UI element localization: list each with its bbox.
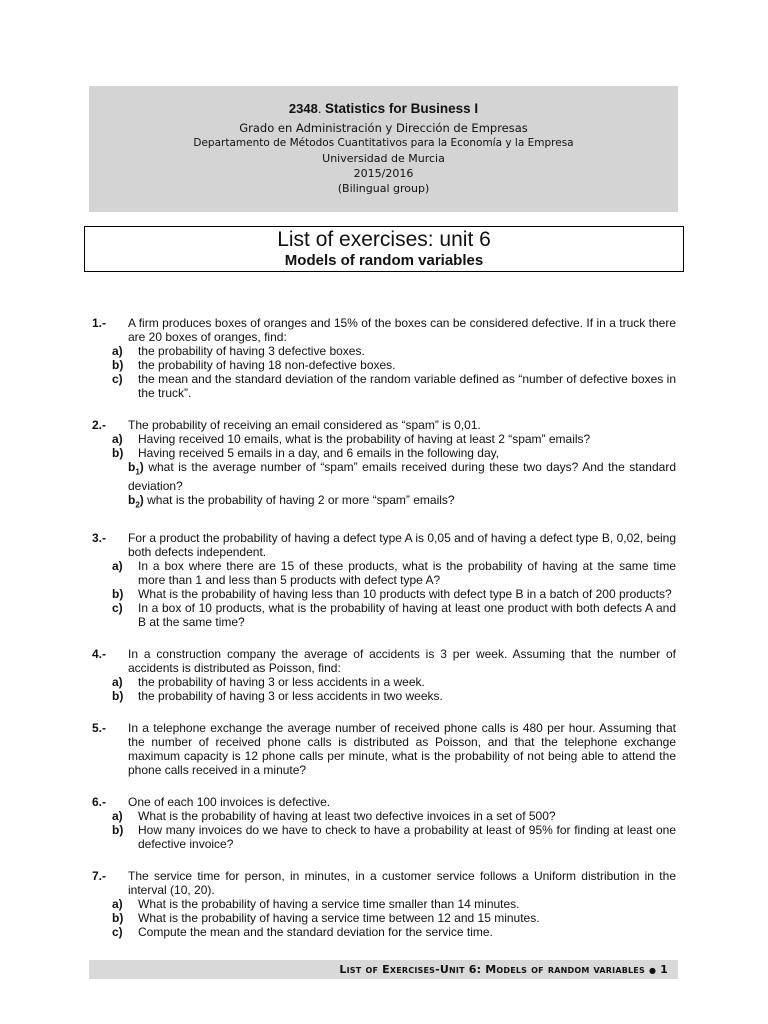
part-label: c) (112, 924, 123, 939)
exercise-statement: One of each 100 invoices is defective. (128, 794, 331, 809)
exercise-subpart (128, 460, 676, 493)
subpart-text: what is the probability of having 2 or more “spam” emails? (143, 493, 455, 508)
exercise-2 (92, 418, 676, 513)
course-line: 2348. Statistics for Business I (288, 101, 479, 116)
page-number: 1 (660, 963, 668, 976)
exercise-statement: For a product the probability of having a defect type A is 0,05 and of having a defect type B, 0,02, being both defects independent. (128, 530, 676, 559)
part-label: b) (112, 446, 124, 460)
exercise-part (112, 372, 676, 400)
part-label: a) (112, 896, 123, 911)
university-name: Universidad de Murcia (322, 152, 445, 165)
exercise-part (112, 924, 676, 939)
course-title: Statistics for Business I (325, 101, 479, 116)
exercise-part (112, 432, 676, 446)
part-text: In a box where there are 15 of these products, what is the probability of having at the same time more than 1 and less than 5 products with defect type A? (138, 558, 676, 587)
exercise-subpart (128, 493, 676, 512)
exercise-number: 1.- (92, 316, 107, 330)
exercise-7 (92, 869, 676, 939)
part-text: the mean and the standard deviation of the random variable defined as “number of defective boxes in the truck”. (138, 372, 676, 400)
exercise-part (112, 558, 676, 587)
department-name: Departamento de Métodos Cuantitativos para la Economía y la Empresa (193, 137, 574, 149)
part-label: b) (112, 586, 124, 601)
subpart-index: 1 (135, 467, 140, 477)
exercise-statement: A firm produces boxes of oranges and 15% of the boxes can be considered defective. If in a truck there are 20 boxes of oranges, find: (128, 316, 676, 344)
part-label: b) (112, 910, 124, 925)
exercise-statement: In a telephone exchange the average number of received phone calls is 480 per hour. Assuming that the number of received phone calls is distributed as Poisson, and that the telephone exchange maximum capacity is 12 phone calls per minute, what is the probability of not being able to attend the phone calls received in a minute? (128, 720, 676, 777)
exercise-part (112, 910, 676, 925)
part-text: the probability of having 3 defective boxes. (138, 344, 365, 358)
page-footer (89, 960, 678, 979)
exercise-part (112, 344, 676, 358)
part-text: the probability of having 3 or less accidents in a week. (138, 674, 425, 689)
page-subtitle: Models of random variables (284, 252, 484, 269)
subpart-letter: b (128, 460, 136, 474)
exercise-part (112, 358, 676, 372)
title-box (84, 226, 684, 272)
footer-text: List of Exercises-Unit 6: Models of random variables (339, 963, 645, 976)
part-label: a) (112, 558, 123, 573)
footer-bullet: ● (648, 965, 657, 975)
part-text: What is the probability of having less than 10 products with defect type B in a batch of 200 products? (138, 586, 672, 601)
part-text: Having received 10 emails, what is the probability of having at least 2 “spam” emails? (138, 432, 591, 446)
part-label: a) (112, 674, 123, 689)
part-label: b) (112, 822, 124, 837)
part-text: What is the probability of having a service time smaller than 14 minutes. (138, 896, 520, 911)
subpart-index: 2 (135, 500, 140, 510)
part-label: a) (112, 344, 123, 358)
exercise-part (112, 808, 676, 823)
exercise-part (112, 896, 676, 911)
subpart-letter: b (128, 493, 136, 508)
exercise-part (112, 446, 676, 460)
exercise-part (112, 688, 676, 703)
exercise-number: 2.- (92, 418, 107, 432)
exercise-4 (92, 647, 676, 703)
exercise-number: 5.- (92, 720, 107, 735)
exercise-number: 6.- (92, 794, 107, 809)
part-text: the probability of having 3 or less accidents in two weeks. (138, 688, 443, 703)
part-label: b) (112, 358, 124, 372)
exercise-3 (92, 531, 676, 629)
course-code: 2348 (288, 101, 318, 116)
part-text: What is the probability of having a service time between 12 and 15 minutes. (138, 910, 540, 925)
subpart-label: $b_1$) (128, 460, 144, 477)
part-label: c) (112, 372, 123, 386)
part-text: How many invoices do we have to check to have a probability at least of 95% for finding at least one defective invoice? (138, 822, 676, 851)
part-text: What is the probability of having at least two defective invoices in a set of 500? (138, 808, 556, 823)
subpart-text: what is the average number of “spam” emails received during these two days? And the standard deviation? (128, 460, 676, 494)
part-text: Compute the mean and the standard deviation for the service time. (138, 924, 493, 939)
part-label: a) (112, 432, 123, 446)
course-header (89, 86, 678, 212)
exercise-part (112, 586, 676, 601)
part-label: c) (112, 600, 123, 615)
part-text: the probability of having 18 non-defective boxes. (138, 358, 396, 372)
part-text: Having received 5 emails in a day, and 6 emails in the following day, (138, 446, 500, 460)
academic-year: 2015/2016 (353, 167, 414, 180)
page-title: List of exercises: unit 6 (277, 228, 491, 251)
exercise-statement: The service time for person, in minutes, in a customer service follows a Uniform distribution in the interval (10, 20). (128, 868, 676, 897)
exercise-1 (92, 316, 676, 400)
exercise-statement: The probability of receiving an email considered as “spam” is 0,01. (128, 418, 481, 432)
part-text: In a box of 10 products, what is the probability of having at least one product with both defects A and B at the same time? (138, 600, 676, 629)
exercise-number: 7.- (92, 868, 107, 883)
exercise-6 (92, 795, 676, 851)
exercise-list (92, 316, 676, 957)
exercise-statement: In a construction company the average of accidents is 3 per week. Assuming that the number of accidents is distributed as Poisson, find: (128, 646, 676, 675)
degree-name: Grado en Administración y Dirección de Empresas (239, 121, 528, 135)
subpart-label: $b_2$) (128, 493, 144, 510)
exercise-number: 4.- (92, 646, 107, 661)
exercise-part (112, 674, 676, 689)
part-label: b) (112, 688, 124, 703)
exercise-number: 3.- (92, 530, 107, 545)
part-label: a) (112, 808, 123, 823)
exercise-part (112, 822, 676, 851)
group-label: (Bilingual group) (337, 182, 430, 195)
exercise-5 (92, 721, 676, 777)
exercise-part (112, 600, 676, 629)
